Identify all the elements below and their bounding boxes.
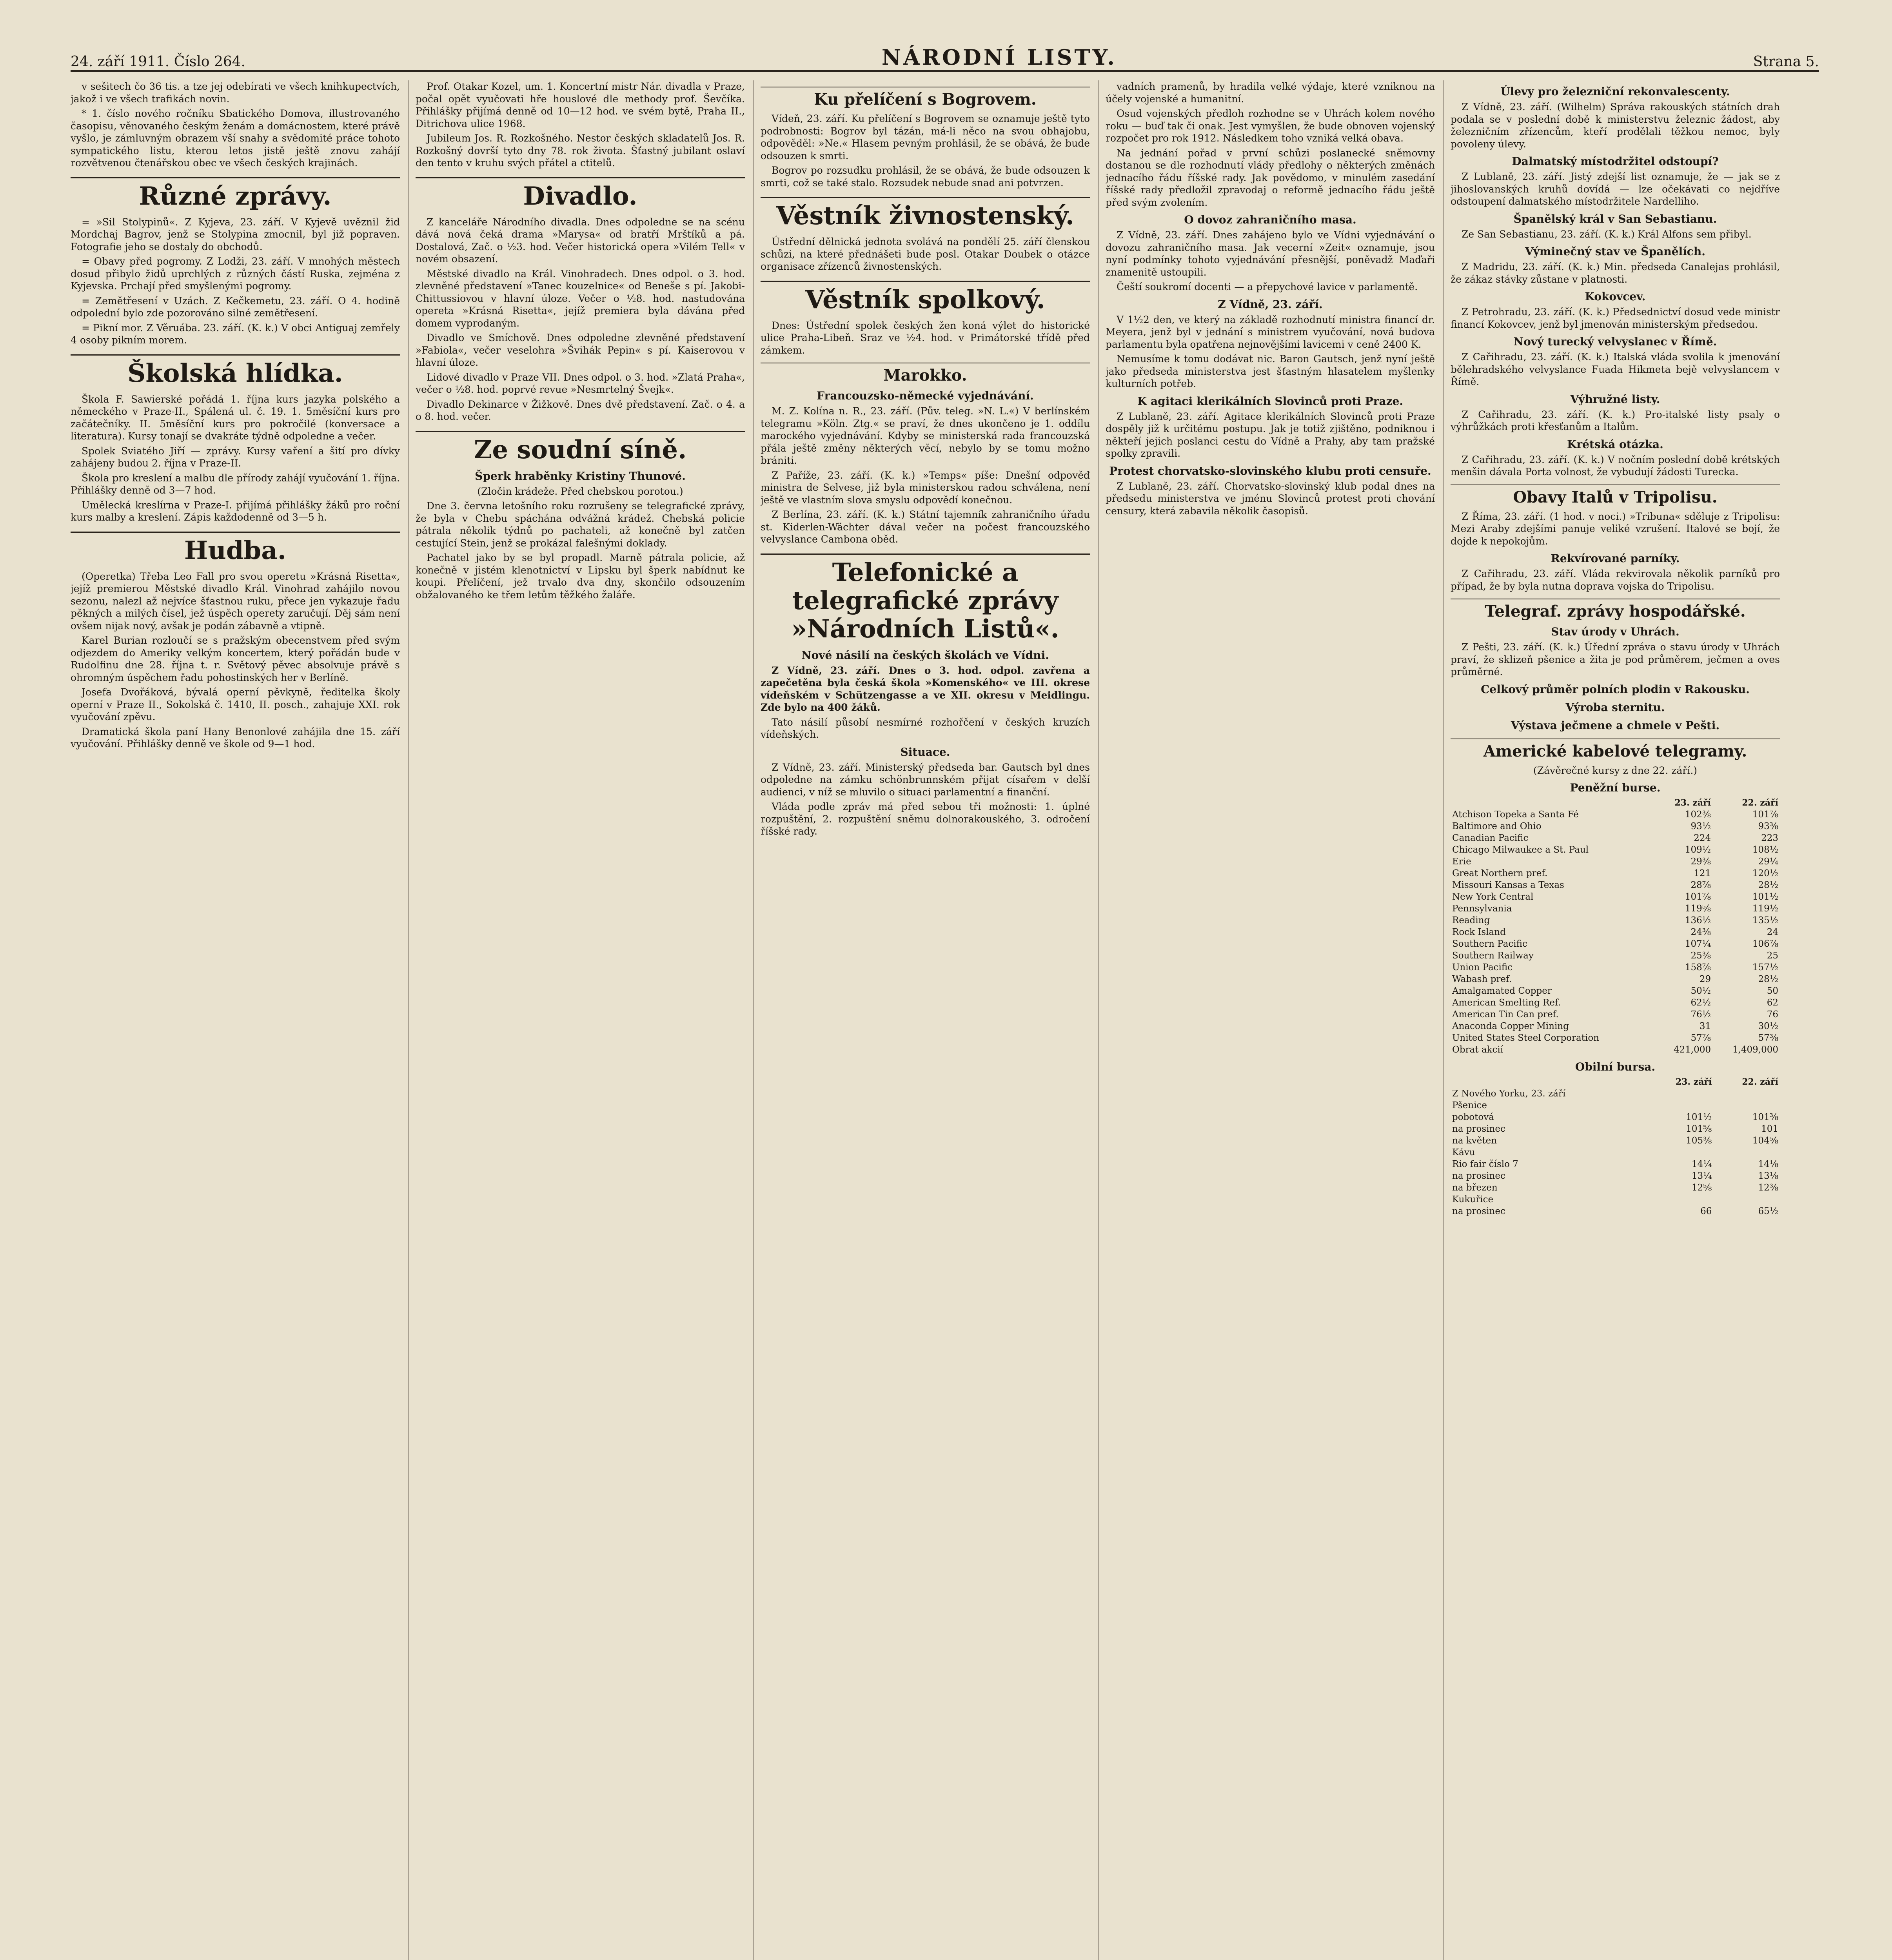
paragraph: (Operetka) Třeba Leo Fall pro svou operetu »Krásná Risetta«, jejíž premierou Městské divadlo Král. Vinohrad zahájilo novou sezonu, nalezl až nejvíce šťastnou ruku, přece jen vykazuje řadu pěkných a milých čísel, jež úspěch operety zaručují. Děj sám není ovšem nijak nový, avšak je podán zábavně a vtipně.: [71, 570, 400, 632]
cell-value: [1647, 1194, 1714, 1205]
cell-value: 121: [1694, 868, 1711, 878]
cell-value: 14⅛: [1758, 1159, 1778, 1169]
table-row: [1451, 938, 1780, 950]
article-title: Situace.: [900, 745, 950, 759]
article-title: Nový turecký velvyslanec v Římě.: [1513, 335, 1717, 348]
article-title: Kokovcev.: [1585, 290, 1646, 303]
table-row: [1451, 856, 1780, 867]
cell-value: 28⅞: [1690, 880, 1711, 890]
column-rule: [408, 80, 409, 1960]
column-rule: [1443, 80, 1444, 1960]
cell-value: [1713, 1088, 1780, 1100]
article-title: Nové násilí na českých školách ve Vídni.: [801, 648, 1049, 662]
stock-table: [1451, 797, 1780, 1056]
cell-value: 109½: [1685, 845, 1711, 855]
paragraph: Z Petrohradu, 23. září. (K. k.) Předsednictví dosud vede ministr financí Kokovcev, jenž byl jmenován ministerským předsedou.: [1451, 306, 1780, 330]
row-label: American Smelting Ref.: [1452, 998, 1561, 1008]
paragraph: Z Vídně, 23. září. Ministerský předseda bar. Gautsch byl dnes odpoledne na zámku schönbrunnském přijat císařem v delší audienci, v níž se mluvilo o situaci parlamentní a finanční.: [761, 761, 1090, 798]
paragraph: Lidové divadlo v Praze VII. Dnes odpol. o 3. hod. »Zlatá Praha«, večer o ½8. hod. poprvé revue »Nesmrtelný Švejk«.: [416, 371, 745, 395]
cell-value: 30½: [1758, 1021, 1778, 1031]
paragraph: Tato násilí působí nesmírné rozhořčení v českých kruzích vídeňských.: [761, 716, 1090, 740]
paragraph: = »Sil Stolypinů«. Z Kyjeva, 23. září. V Kyjevě uvěznil žid Mordchaj Bagrov, jenž se Stolypina zmocnil, byl již popraven. Fotografie jeho se dostaly do obchodů.: [71, 216, 400, 252]
cell-value: 106⅞: [1752, 939, 1778, 949]
paragraph: Karel Burian rozloučí se s pražským obecenstvem před svým odjezdem do Ameriky velkým koncertem, který pořádán bude v Rudolfinu dne 28. října t. r. Světový pěvec absolvuje právě s ohromným úspěchem řadu pohostinských her v Berlíně.: [71, 635, 400, 683]
table-row: [1451, 820, 1780, 832]
issue-date: 24. září 1911. Číslo 264.: [71, 54, 246, 70]
paragraph: Z Paříže, 23. září. (K. k.) »Temps« píše: Dnešní odpověď ministra de Selvese, již byla ministerskou radou schválena, není ještě ve vlastním slova smyslu odpovědí konečnou.: [761, 469, 1090, 506]
column-5: [1451, 80, 1780, 1960]
row-label: Atchison Topeka a Santa Fé: [1452, 809, 1579, 820]
table-row: [1451, 867, 1780, 879]
table-row: [1451, 879, 1780, 891]
cell-value: 104⅝: [1752, 1136, 1778, 1146]
cell-value: 101½: [1686, 1112, 1712, 1122]
section-heading-divadlo: Divadlo.: [416, 177, 745, 211]
cell-value: 50: [1767, 986, 1778, 996]
cell-value: 224: [1694, 833, 1711, 843]
paragraph: Městské divadlo na Král. Vinohradech. Dnes odpol. o 3. hod. zlevněné představení »Tanec kouzelnice« od Beneše s pí. Jakobi-Chittussiovou v hlavní úloze. Večer o ½8. hod. nastudována opereta »Krásná Risetta«, jejíž premiera byla dávána před domem vyprodaným.: [416, 268, 745, 329]
paragraph: Vláda podle zpráv má před sebou tři možnosti: 1. úplné rozpuštění, 2. rozpuštění sněmu dolnorakouského, 3. odročení říšské rady.: [761, 801, 1090, 837]
table-row: [1451, 915, 1780, 926]
paragraph: V 1½2 den, ve který na základě rozhodnutí ministra financí dr. Meyera, jenž byl v jednání s ministrem vyučování, nová budova parlamentu byla opatřena nejnovějšími lavicemi v ceně 2400 K.: [1106, 314, 1435, 350]
paragraph: Bogrov po rozsudku prohlásil, že se obává, že bude odsouzen k smrti, což se také stalo. Rozsudek nebude snad ani potvrzen.: [761, 165, 1090, 189]
article-title: Výstava ječmene a chmele v Pešti.: [1511, 719, 1720, 732]
column-3: [761, 80, 1090, 1960]
paragraph: Dnes: Ústřední spolek českých žen koná výlet do historické ulice Praha-Libeň. Sraz ve ½4. hod. v Primátorské třídě před zámkem.: [761, 319, 1090, 356]
row-label: Kukuřice: [1452, 1194, 1494, 1205]
paragraph: = Zemětřesení v Uzách. Z Kečkemetu, 23. září. O 4. hodině odpolední bylo zde pozorováno silné zemětřesení.: [71, 295, 400, 319]
section-heading-ruzne-zpravy: Různé zprávy.: [71, 177, 400, 211]
cell-value: 76½: [1690, 1009, 1711, 1020]
cell-value: 119½: [1752, 904, 1778, 914]
cell-value: 25⅜: [1690, 951, 1711, 961]
section-heading-ze-soudni-sine: Ze soudní síně.: [416, 431, 745, 464]
table-row: [1451, 926, 1780, 938]
paragraph: Spolek Sviatého Jiří — zprávy. Kursy vaření a šití pro dívky zahájeny budou 2. října v Praze-II.: [71, 445, 400, 469]
cell-value: 50½: [1690, 986, 1711, 996]
table-row: [1451, 1044, 1780, 1056]
paragraph: Z Lublaně, 23. září. Jistý zdejší list oznamuje, že — jak se z jihoslovanských kruhů dovídá — lze očekávati co nejdříve odstoupení dalmatského místodržitele Nardelliho.: [1451, 171, 1780, 207]
cell-value: 101⅜: [1752, 1112, 1778, 1122]
table-row: [1451, 1194, 1780, 1205]
paragraph: = Obavy před pogromy. Z Lodži, 23. září. V mnohých městech dosud přibylo židů uprchlých z různých částí Ruska, zejména z Kyjevska. Prchají před smyšlenými pogromy.: [71, 256, 400, 292]
row-label: Union Pacific: [1452, 962, 1513, 973]
table-row: [1451, 1182, 1780, 1194]
cell-value: [1647, 1147, 1714, 1158]
paragraph: Škola F. Sawierské pořádá 1. října kurs jazyka polského a německého v Praze-II., Spálená ul. č. 19. 1. 5měsíční kurs pro začátečníky. II. 5měsíční kurs pro pokročilé (konversace a literatura). Kursy tonají se dvakráte týdně odpoledne a večer.: [71, 393, 400, 442]
paragraph: Z Pešti, 23. září. (K. k.) Úřední zpráva o stavu úrody v Uhrách praví, že sklizeň pšenice a žita je pod průměrem, ječmen a oves průměrné.: [1451, 641, 1780, 677]
section-heading-bogrov: Ku přelíčení s Bogrovem.: [761, 87, 1090, 109]
cell-value: 57⅞: [1690, 1033, 1711, 1043]
row-label: na květen: [1452, 1136, 1497, 1146]
row-label: Pennsylvania: [1452, 904, 1512, 914]
paragraph: Ústřední dělnická jednota svolává na pondělí 25. září členskou schůzi, na které přednášeti bude posl. Otakar Doubek o otázce organisace zřízenců živnostenských.: [761, 236, 1090, 272]
article-title: O dovoz zahraničního masa.: [1184, 213, 1356, 226]
table-row: [1451, 1147, 1780, 1158]
row-label: pobotová: [1452, 1112, 1494, 1122]
paragraph: Z Madridu, 23. září. (K. k.) Min. předseda Canalejas prohlásil, že zákaz stávky zůstane v platnosti.: [1451, 261, 1780, 285]
cell-value: 119⅝: [1685, 904, 1711, 914]
section-heading-obavy-italu: Obavy Italů v Tripolisu.: [1451, 485, 1780, 506]
article-title: Obilní bursa.: [1575, 1060, 1656, 1073]
paragraph: Z Berlína, 23. září. (K. k.) Státní tajemník zahraničního úřadu st. Kiderlen-Wächter dával večer na počest francouzského velvyslance Cambona oběd.: [761, 509, 1090, 545]
section-heading-hudba: Hudba.: [71, 532, 400, 565]
cell-value: 14¼: [1691, 1159, 1712, 1169]
article-title: Z Vídně, 23. září.: [1218, 298, 1323, 311]
row-label: Reading: [1452, 915, 1490, 926]
table-row: [1451, 1158, 1780, 1170]
table-row: [1451, 1088, 1780, 1100]
column-rule: [1098, 80, 1099, 1960]
paragraph: M. Z. Kolína n. R., 23. září. (Pův. teleg. »N. L.«) V berlínském telegramu »Köln. Ztg.« se praví, že dnes ukončeno je 1. oddílu marockého vyjednávání. Kdyby se ministerská rada francouzská přála ještě změny některých věcí, nebylo by se tomu možno brániti.: [761, 405, 1090, 466]
article-title: Francouzsko-německé vyjednávání.: [817, 389, 1034, 402]
cell-value: 157½: [1752, 962, 1778, 973]
cell-value: 158⅞: [1685, 962, 1711, 973]
row-label: na prosinec: [1452, 1206, 1505, 1216]
cell-value: [1647, 1088, 1714, 1100]
section-heading-vestnik-zivnostensky: Věstník živnostenský.: [761, 197, 1090, 230]
row-label: Missouri Kansas a Texas: [1452, 880, 1564, 890]
column-4: [1106, 80, 1435, 1960]
paragraph: Z Cařihradu, 23. září. (K. k.) Pro-italské listy psaly o výhrůžkách proti křesťanům a Italům.: [1451, 408, 1780, 432]
table-row: [1451, 962, 1780, 973]
column-header: 23. září: [1675, 1077, 1712, 1087]
cell-value: [1713, 1147, 1780, 1158]
table-row: [1451, 1009, 1780, 1020]
paragraph: Čeští soukromí docenti — a přepychové lavice v parlamentě.: [1117, 281, 1418, 292]
section-heading-vestnik-spolkovy: Věstník spolkový.: [761, 281, 1090, 314]
cell-value: 76: [1767, 1009, 1778, 1020]
cell-value: 223: [1761, 833, 1778, 843]
row-label: Obrat akcií: [1452, 1045, 1503, 1055]
paragraph: Z Říma, 23. září. (1 hod. v noci.) »Tribuna« sděluje z Tripolisu: Mezi Araby zdejšími panuje veliké vzrušení. Italové se bojí, že dojde k nepokojům.: [1451, 510, 1780, 547]
paragraph: Z Vídně, 23. září. (Wilhelm) Správa rakouských státních drah podala se v poslední době k ministerstvu železnic žádost, aby železničním zřízencům, kteří prodělali těžkou nemoc, byly povoleny úlevy.: [1451, 101, 1780, 150]
row-label: Z Nového Yorku, 23. září: [1452, 1089, 1566, 1099]
table-row: [1451, 973, 1780, 985]
cell-value: 57⅜: [1758, 1033, 1778, 1043]
cell-value: [1713, 1100, 1780, 1111]
paragraph: Divadlo Dekinarce v Žižkově. Dnes dvě představení. Zač. o 4. a o 8. hod. večer.: [416, 398, 745, 422]
cell-value: 12⅜: [1758, 1183, 1778, 1193]
paragraph: Umělecká kreslírna v Praze-I. přijímá přihlášky žáků pro roční kurs malby a kreslení. Zápis každodenně od 3—5 h.: [71, 499, 400, 523]
cell-value: 13¼: [1691, 1171, 1712, 1181]
cell-value: 136½: [1685, 915, 1711, 926]
row-label: Southern Pacific: [1452, 939, 1527, 949]
paragraph: = Pikní mor. Z Věruába. 23. září. (K. k.) V obci Antiguaj zemřely 4 osoby pikním morem.: [71, 322, 400, 346]
table-header-row: [1451, 1076, 1780, 1088]
cell-value: 120½: [1752, 868, 1778, 878]
cell-value: [1647, 1100, 1714, 1111]
cell-value: 1,409,000: [1732, 1045, 1778, 1055]
table-row: [1451, 809, 1780, 820]
table-row: [1451, 950, 1780, 962]
paragraph: Dne 3. června letošního roku rozrušeny se telegrafické zprávy, že byla v Chebu spáchána odvážná krádež. Chebská policie pátrala několik týdnů po pachateli, až konečně byl zatčen cestující Stein, jenž se prokázal falešnými doklady.: [416, 500, 745, 549]
article-title: Krétská otázka.: [1567, 437, 1663, 451]
page-number: Strana 5.: [1753, 54, 1819, 70]
row-label: New York Central: [1452, 892, 1534, 902]
cell-value: 66: [1700, 1206, 1712, 1216]
cell-value: 108½: [1752, 845, 1778, 855]
article-title: Šperk hraběnky Kristiny Thunové.: [475, 469, 686, 483]
row-label: na prosinec: [1452, 1124, 1505, 1134]
table-row: [1451, 1135, 1780, 1147]
section-heading-americke-telegramy: Americké kabelové telegramy.: [1451, 739, 1780, 760]
row-label: na březen: [1452, 1183, 1498, 1193]
article-title: Úlevy pro železniční rekonvalescenty.: [1500, 85, 1730, 98]
article-title: Celkový průměr polních plodin v Rakousku.: [1481, 682, 1750, 696]
table-row: [1451, 1020, 1780, 1032]
cell-value: 135½: [1752, 915, 1778, 926]
article-title: Peněžní burse.: [1570, 781, 1661, 794]
row-label: Great Northern pref.: [1452, 868, 1548, 878]
paragraph: Dramatická škola paní Hany Benonlové zahájila dne 15. září vyučování. Přihlášky denně ve škole od 9—1 hod.: [71, 726, 400, 750]
cell-value: 13⅛: [1758, 1171, 1778, 1181]
article-subtitle: (Závěrečné kursy z dne 22. září.): [1533, 764, 1698, 776]
column-header: [1451, 797, 1657, 809]
cell-value: 101: [1761, 1124, 1778, 1134]
cell-value: 107¼: [1685, 939, 1711, 949]
table-row: [1451, 1123, 1780, 1135]
paragraph: Ze San Sebastianu, 23. září. (K. k.) Král Alfons sem přibyl.: [1462, 228, 1752, 240]
article-title: K agitaci klerikálních Slovinců proti Praze.: [1137, 394, 1404, 408]
article-title: Španělský král v San Sebastianu.: [1513, 212, 1717, 225]
paragraph: Divadlo ve Smíchově. Dnes odpoledne zlevněné představení »Fabiola«, večer veselohra »Švihák Pepin« s pí. Kaiserovou v hlavní úloze.: [416, 332, 745, 368]
column-rule: [753, 80, 754, 1960]
section-heading-skolska-hlidka: Školská hlídka.: [71, 354, 400, 388]
cell-value: 29: [1699, 974, 1711, 984]
cell-value: 24⅜: [1690, 927, 1711, 937]
paragraph: Z Cařihradu, 23. září. Vláda rekvirovala několik parníků pro případ, že by byla nutna doprava vojska do Tripolisu.: [1451, 568, 1780, 592]
cell-value: 29⅜: [1690, 857, 1711, 867]
commodity-table: [1451, 1076, 1780, 1217]
page-header: [71, 42, 1819, 72]
row-label: Canadian Pacific: [1452, 833, 1529, 843]
table-row: [1451, 1205, 1780, 1217]
cell-value: 101⅞: [1752, 809, 1778, 820]
paragraph: Josefa Dvořáková, bývalá operní pěvkyně, ředitelka školy operní v Praze II., Sokolská č. 1410, II. posch., zahajuje XXI. rok vyučování zpěvu.: [71, 686, 400, 722]
paragraph: v sešitech čo 36 tis. a tze jej odebírati ve všech knihkupectvích, jakož i ve všech trafikách novin.: [71, 81, 400, 105]
row-label: American Tin Can pref.: [1452, 1009, 1559, 1020]
paragraph: Z Cařihradu, 23. září. (K. k.) V nočním poslední době krétských menšin dávala Porta volnost, že vybudují žádosti Turecka.: [1451, 454, 1780, 477]
table-row: [1451, 1111, 1780, 1123]
table-row: [1451, 985, 1780, 997]
paragraph: Z Vídně, 23. září. Dnes o 3. hod. odpol. zavřena a zapečetěna byla česká škola »Komenského« ve III. okrese vídeňském v Schützengasse a ve XII. okresu v Meidlingu. Zde bylo na 400 žáků.: [761, 664, 1090, 713]
cell-value: 101⅝: [1686, 1124, 1712, 1134]
paragraph: Z Cařihradu, 23. září. (K. k.) Italská vláda svolila k jmenování bělehradského velvyslance Fuada Hikmeta bejě velvyslancem v Římě.: [1451, 351, 1780, 387]
paragraph: Nemusíme k tomu dodávat nic. Baron Gautsch, jenž nyní ještě jako předseda ministerstva jest šťastným hlasatelem myšlenky kulturních potřeb.: [1106, 353, 1435, 389]
paragraph: vadních pramenů, by hradila velké výdaje, které vzniknou na účely vojenské a humanitní.: [1106, 81, 1435, 105]
article-subtitle: (Zločin krádeže. Před chebskou porotou.): [477, 485, 683, 497]
column-2: [416, 80, 745, 1960]
cell-value: 24: [1767, 927, 1778, 937]
paragraph: Z Lublaně, 23. září. Chorvatsko-slovinský klub podal dnes na předsedu ministerstva ve jménu Slovinců protest proti chování censury, která zabavila několik časopisů.: [1106, 480, 1435, 517]
cell-value: 65½: [1758, 1206, 1778, 1216]
row-label: Anaconda Copper Mining: [1452, 1021, 1569, 1031]
paragraph: Z Vídně, 23. září. Dnes zahájeno bylo ve Vídni vyjednávání o dovozu zahraničního masa. Jak vecerní »Zeit« oznamuje, jsou nyní podmínky tohoto vyjednávání přesnější, poněvadž Maďaři znamenitě ustoupili.: [1106, 229, 1435, 278]
paragraph: Vídeň, 23. září. Ku přelíčení s Bogrovem se oznamuje ještě tyto podrobnosti: Bogrov byl tázán, má-li něco na svou obhajobu, odpověděl: »Ne.« Hlasem pevným prohlásil, že se obává, že bude odsouzen k smrti.: [761, 113, 1090, 162]
cell-value: 62½: [1690, 998, 1711, 1008]
article-title: Rekvírované parníky.: [1551, 552, 1680, 565]
cell-value: 28½: [1758, 880, 1778, 890]
table-row: [1451, 903, 1780, 915]
cell-value: 93½: [1690, 821, 1711, 831]
table-row: [1451, 891, 1780, 903]
cell-value: 29¼: [1758, 857, 1778, 867]
table-row: [1451, 832, 1780, 844]
table-row: [1451, 1032, 1780, 1044]
cell-value: 93⅜: [1758, 821, 1778, 831]
cell-value: 28½: [1758, 974, 1778, 984]
row-label: United States Steel Corporation: [1452, 1033, 1599, 1043]
article-title: Výroba sternitu.: [1565, 701, 1665, 714]
row-label: Chicago Milwaukee a St. Paul: [1452, 845, 1589, 855]
cell-value: 101½: [1752, 892, 1778, 902]
column-header: 22. září: [1742, 798, 1778, 808]
cell-value: 31: [1699, 1021, 1711, 1031]
row-label: Rio fair číslo 7: [1452, 1159, 1518, 1169]
article-title: Protest chorvatsko-slovinského klubu proti censuře.: [1109, 464, 1431, 477]
article-title: Výminečný stav ve Španělích.: [1525, 245, 1705, 258]
paragraph: Z Lublaně, 23. září. Agitace klerikálních Slovinců proti Praze dospěly již k určitému postupu. Jak je totiž zjištěno, podniknou i někteří jejich poslanci cestu do Vídně a Prahy, aby tam pražské spolky zpravili.: [1106, 410, 1435, 459]
paragraph: Z kanceláře Národního divadla. Dnes odpoledne se na scénu dává nová čeká drama »Marysa« od bratří Mrštíků a pá. Dostalová, Zač. o ½3. hod. Večer historická opera »Vilém Tell« v novém obsazení.: [416, 216, 745, 265]
paragraph: Osud vojenských předloh rozhodne se v Uhrách kolem nového roku — buď tak či onak. Jest vymyšlen, že bude obnoven vojenský rozpočet pro rok 1912. Následkem toho vzniká velká obava.: [1106, 108, 1435, 144]
column-header: 23. září: [1674, 798, 1711, 808]
article-title: Stav úrody v Uhrách.: [1551, 625, 1680, 638]
row-label: Baltimore and Ohio: [1452, 821, 1542, 831]
section-heading-telefonicke-zpravy: Telefonické a telegrafické zprávy »Národních Listů«.: [761, 554, 1090, 643]
table-row: [1451, 1170, 1780, 1182]
article-title: Dalmatský místodržitel odstoupí?: [1512, 155, 1719, 168]
cell-value: 421,000: [1673, 1045, 1711, 1055]
table-header-row: [1451, 797, 1780, 809]
row-label: Kávu: [1452, 1147, 1475, 1158]
cell-value: 12⅝: [1691, 1183, 1712, 1193]
row-label: Amalgamated Copper: [1452, 986, 1552, 996]
row-label: Wabash pref.: [1452, 974, 1512, 984]
row-label: Rock Island: [1452, 927, 1506, 937]
column-header: 22. září: [1742, 1077, 1778, 1087]
cell-value: 101⅞: [1685, 892, 1711, 902]
cell-value: [1713, 1194, 1780, 1205]
paragraph: Pachatel jako by se byl propadl. Marně pátrala policie, až konečně v jistém klenotnictví v Lipsku byl šperk nabídnut ke koupi. Přelíčení, jež trvalo dva dny, skončilo odsouzením obžalovaného ke třem letům těžkého žaláře.: [416, 552, 745, 601]
column-header: [1451, 1076, 1647, 1088]
table-row: [1451, 997, 1780, 1009]
article-title: Výhružné listy.: [1570, 392, 1660, 406]
cell-value: 102⅜: [1685, 809, 1711, 820]
row-label: na prosinec: [1452, 1171, 1505, 1181]
row-label: Erie: [1452, 857, 1471, 867]
table-row: [1451, 1100, 1780, 1111]
column-1: [71, 80, 400, 1960]
row-label: Southern Railway: [1452, 951, 1534, 961]
section-heading-hospodarske: Telegraf. zprávy hospodářské.: [1451, 599, 1780, 621]
table-row: [1451, 844, 1780, 856]
cell-value: 62: [1767, 998, 1778, 1008]
masthead: NÁRODNÍ LISTY.: [881, 45, 1117, 70]
cell-value: 105⅜: [1686, 1136, 1712, 1146]
paragraph: Jubileum Jos. R. Rozkošného. Nestor českých skladatelů Jos. R. Rozkošný dovrší tyto dny 78. rok života. Šťastný jubilant oslaví den tento v kruhu svých přátel a ctitelů.: [416, 132, 745, 169]
cell-value: 25: [1767, 951, 1778, 961]
section-heading-marokko: Marokko.: [761, 363, 1090, 385]
paragraph: * 1. číslo nového ročníku Sbatického Domova, illustrovaného časopisu, věnovaného českým ženám a domácnostem, které právě vyšlo, je zámluvným obrazem vší snahy a svědomité práce tohoto sympatického listu, kterou letos jistě ještě znovu zahájí rozvětvenou čtenářskou obec ve všech českých krajinách.: [71, 108, 400, 169]
row-label: Pšenice: [1452, 1100, 1487, 1111]
paragraph: Prof. Otakar Kozel, um. 1. Koncertní mistr Nár. divadla v Praze, počal opět vyučovati hře houslové dle methody prof. Ševčíka. Přihlášky přijímá denně od 10—12 hod. ve svém bytě, Praha II., Ditrichova ulice 1968.: [416, 81, 745, 129]
paragraph: Škola pro kreslení a malbu dle přírody zahájí vyučování 1. října. Přihlášky denně od 3—7 hod.: [71, 472, 400, 496]
paragraph: Na jednání pořad v první schůzi poslanecké sněmovny dostanou se dle rozhodnutí vlády předlohy o některých změnách jednacího řádu říšské rady. Jak povědomo, v minulém zasedání říšské rady předložil zpravodaj o reformě jednacího řádu ještě před svým zvolením.: [1106, 147, 1435, 208]
